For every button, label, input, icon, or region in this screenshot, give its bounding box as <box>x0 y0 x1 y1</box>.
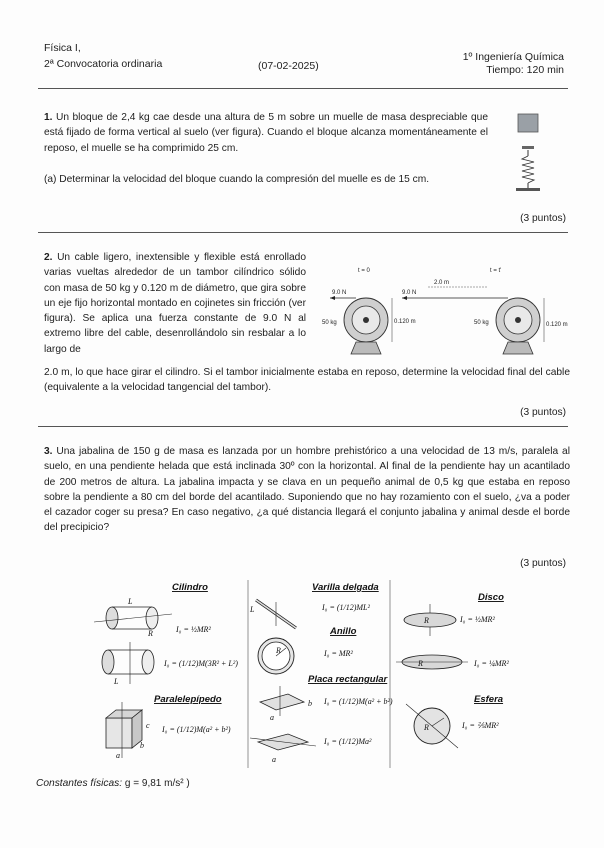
divider-2 <box>38 426 568 427</box>
cyl-length-label: L <box>128 597 133 606</box>
label-force-left: 9.0 N <box>332 290 347 296</box>
plate-shape-edge <box>250 734 316 764</box>
support-right <box>503 342 533 354</box>
problem-2-text-left: Un cable ligero, inextensible y flexible está enrollado varias vueltas alrededor de un tambor cilíndrico sólido con masa de 50 kg y 0.120 m de diámetro, que gira sobre un eje fijo horizontal montado en cojinetes sin fricción (ver figura). Se aplica una fuerza constante de 9.0 N al extremo libre del cable, desenrollándolo sin resbalar a lo largo de <box>44 252 306 355</box>
problem-2-points: (3 puntos) <box>520 407 566 418</box>
disc-formula-diametral: I₀ = ¼MR² <box>474 659 509 668</box>
problem-1-statement <box>44 110 488 156</box>
problem-3-text: Una jabalina de 150 g de masa es lanzada por un hombre prehistórico a una velocidad de 13 m/s, paralela al suelo, en una pendiente helada que está inclinada 30º con la horizontal. Al final de la pendiente hay un acantilado de 200 metros de altura. La jabalina impacta y se clava en un pequeño animal de 0,5 kg que estaba en reposo sobre la pendiente a 80 cm del borde del acantilado. Suponiendo que no hay rozamiento con el suelo, ¿va a poder el cazador coger su presa? En caso negativo, ¿a qué distancia llegará el conjunto jabalina y animal desde el borde del precipicio? <box>44 446 570 534</box>
rod-shape <box>249 600 296 628</box>
plate-title: Placa rectangular <box>308 674 388 685</box>
support-left <box>351 342 381 354</box>
ring-title: Anillo <box>330 626 357 637</box>
cylinder-formula-transverse: I₀ = (1/12)M(3R² + L²) <box>164 659 238 668</box>
block-shape <box>518 114 538 132</box>
exam-time: Tiempo: 120 min <box>486 64 564 76</box>
label-t1: t = t' <box>490 268 502 274</box>
drum-figure <box>318 262 572 362</box>
cylinder-formula-axial: I₀ = ½MR² <box>176 625 211 634</box>
problem-3-number: 3. <box>44 446 53 457</box>
box-title: Paralelepípedo <box>154 694 222 705</box>
cylinder-title: Cilindro <box>172 582 208 593</box>
problem-1-points: (3 puntos) <box>520 213 566 224</box>
exam-call: 2ª Convocatoria ordinaria <box>44 58 163 70</box>
disc-shape-diametral <box>396 655 468 669</box>
disc-shape-axial <box>404 604 456 636</box>
plate2-a-label: a <box>272 755 276 764</box>
label-diameter-right: 0.120 m <box>546 322 568 328</box>
plate-shape-flat <box>260 686 312 722</box>
problem-3-points: (3 puntos) <box>520 558 566 569</box>
constants-label: Constantes físicas: <box>36 778 123 789</box>
plate-a-label: a <box>270 713 274 722</box>
problem-1-text: Un bloque de 2,4 kg cae desde una altura de 5 m sobre un muelle de masa despreciable que está fijado de forma vertical al suelo (ver figura). Cuando el bloque alcanza momentáneamente el reposo, el muelle se ha comprimido 25 cm. <box>44 112 489 154</box>
plate-formula-2: I₀ = (1/12)Ma² <box>324 737 372 746</box>
plate-b-label: b <box>308 699 312 708</box>
sphere-title: Esfera <box>474 694 504 705</box>
label-t0: t = 0 <box>358 268 370 274</box>
sphere-radius-label: R <box>424 723 429 732</box>
course-name: Física I, <box>44 42 81 54</box>
sphere-formula: I₀ = ⅖MR² <box>462 721 499 730</box>
box-formula: I₀ = (1/12)M(a² + b²) <box>162 725 231 734</box>
label-force-right: 9.0 N <box>402 290 417 296</box>
cyl2-length-label: L <box>114 677 119 686</box>
spring-base <box>516 188 540 191</box>
problem-2-number: 2. <box>44 252 53 263</box>
rod-formula: I₀ = (1/12)ML² <box>322 603 370 612</box>
problem-1-number: 1. <box>44 112 53 123</box>
ring-radius-label: R <box>276 646 281 655</box>
spring-cap <box>522 146 534 149</box>
problem-2-text-continued: 2.0 m, lo que hace girar el cilindro. Si el tambor inicialmente estaba en reposo, determine la velocidad final del cable (equivalente a la velocidad tangencial del tambor). <box>44 367 570 394</box>
label-mass-left: 50 kg <box>322 320 337 326</box>
label-mass-right: 50 kg <box>474 320 489 326</box>
spring-figure <box>510 112 550 194</box>
disc-title: Disco <box>478 592 504 603</box>
spring-coil <box>522 156 534 183</box>
ring-formula: I₀ = MR² <box>324 649 353 658</box>
problem-3-statement <box>44 444 570 536</box>
problem-2-statement <box>44 250 306 357</box>
degree-name: 1º Ingeniería Química <box>462 51 564 63</box>
box-c-label: c <box>146 721 150 730</box>
plate-formula-1: I₀ = (1/12)M(a² + b²) <box>324 697 393 706</box>
problem-1-question: (a) Determinar la velocidad del bloque cuando la compresión del muelle es de 15 cm. <box>44 174 430 185</box>
label-diameter-left: 0.120 m <box>394 319 416 325</box>
ring-shape <box>258 638 294 674</box>
box-b-label: b <box>140 741 144 750</box>
box-shape <box>106 702 150 760</box>
inertia-table <box>90 576 540 772</box>
cylinder-horizontal <box>94 597 172 638</box>
rod-length-label: L <box>250 605 255 614</box>
disc2-radius-label: R <box>418 659 423 668</box>
header-divider <box>38 88 568 89</box>
box-a-label: a <box>116 751 120 760</box>
cylinder-tilted <box>102 642 154 686</box>
disc-formula-axial: I₀ = ½MR² <box>460 615 495 624</box>
sphere-shape <box>406 704 458 748</box>
exam-date: (07-02-2025) <box>258 60 319 72</box>
label-distance: 2.0 m <box>434 280 450 286</box>
divider-1 <box>38 232 568 233</box>
constants-line <box>36 778 190 789</box>
disc-radius-label: R <box>424 616 429 625</box>
constant-g: g = 9,81 m/s² ) <box>124 778 190 789</box>
rod-title: Varilla delgada <box>312 582 379 593</box>
cyl-radius-label: R <box>148 629 153 638</box>
